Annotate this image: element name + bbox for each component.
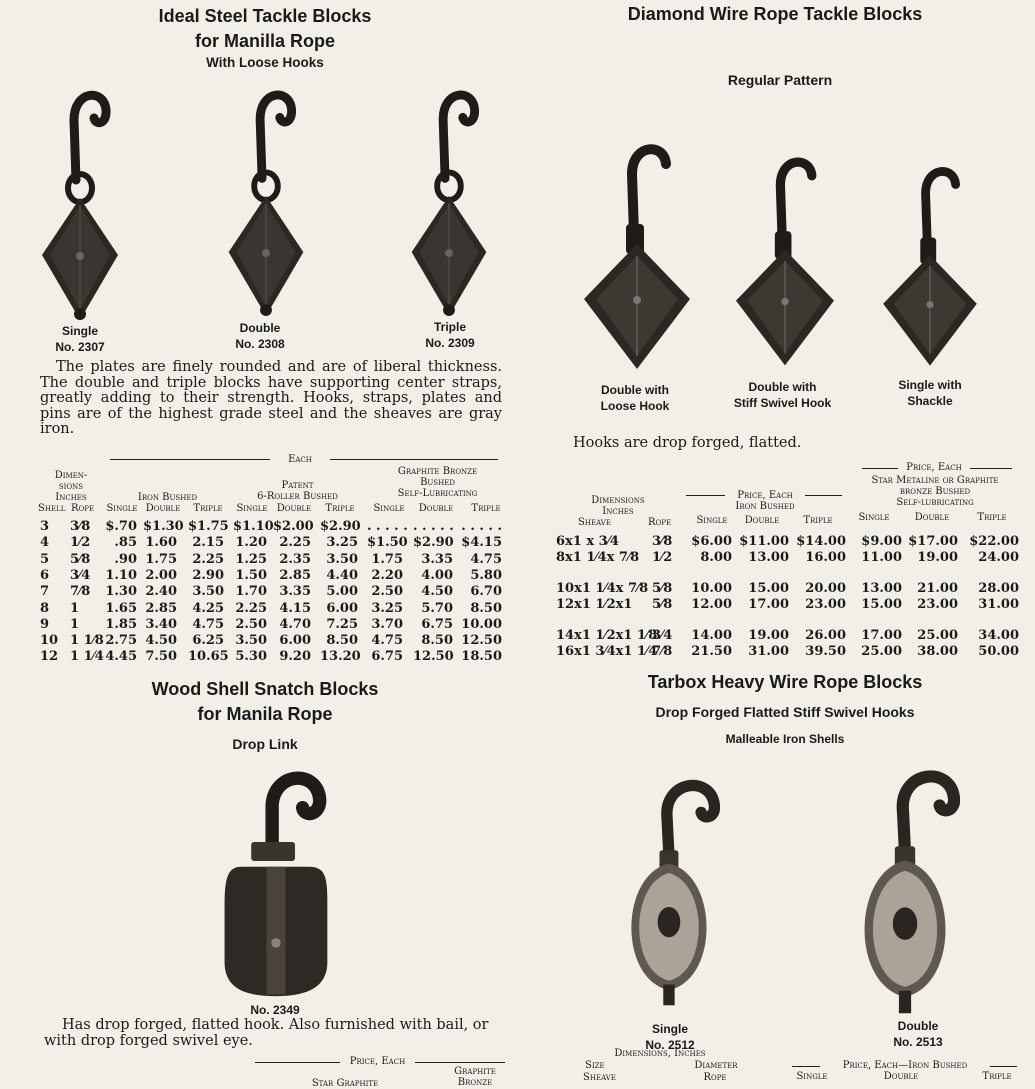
diamond-table-cell: 12x1 1⁄2x1 (556, 597, 633, 612)
ideal-table-cell: 2.50 (235, 616, 267, 632)
ideal-table-cell: $1.75 (188, 519, 229, 534)
ideal-table-cell: 2.25 (235, 600, 267, 616)
ideal-table-cell: 13.20 (320, 649, 361, 665)
ideal-table-cell: 7 (40, 584, 50, 600)
diamond-table-cell: $14.00 (796, 534, 846, 549)
diamond-subheader: Single (858, 512, 890, 523)
ideal-table-cell: 6.25 (192, 633, 224, 649)
diamond-subheader: Double (914, 512, 950, 523)
ideal-table-cell: 1.60 (145, 535, 177, 551)
ideal-table-cell: 7.50 (145, 649, 177, 665)
ideal-col-shell: Shell (38, 503, 66, 514)
ideal-subtitle: With Loose Hooks (206, 55, 324, 70)
ideal-subheader: Double (276, 503, 312, 514)
diamond-table-cell: 25.00 (861, 644, 902, 659)
diamond-table-cell: 10x1 1⁄4x 7⁄8 (556, 581, 649, 596)
ideal-table-cell: 1⁄2 (70, 535, 91, 551)
ideal-table-cell: $2.90 (413, 535, 454, 551)
ideal-table-cell: $1.50 (367, 535, 408, 551)
ideal-group-patent: Patent 6-Roller Bushed (257, 480, 338, 502)
diamond-table-cell: 26.00 (805, 628, 846, 643)
ideal-col-rope: Rope (71, 503, 95, 514)
diamond-table-cell: 1⁄2 (652, 550, 673, 565)
ideal-table-cell: 1.75 (145, 551, 177, 567)
ideal-table-cell: 1.50 (235, 567, 267, 583)
diamond-price-table (0, 526, 1035, 666)
ideal-table-cell: 4.45 (105, 649, 137, 665)
ideal-table-cell: 3.50 (235, 633, 267, 649)
ideal-table-cell: 5⁄8 (70, 551, 91, 567)
diamond-table-cell: 21.00 (917, 581, 958, 596)
tarbox-caption-double: Double No. 2513 (893, 1019, 943, 1049)
ideal-table-cell: 1.65 (105, 600, 137, 616)
diamond-table-cell: 10.00 (691, 581, 732, 596)
diamond-table-cell: 11.00 (861, 550, 902, 565)
ideal-table-cell: 1 (70, 616, 80, 632)
diamond-subheader: Triple (977, 512, 1007, 523)
diamond-dimensions-header: Dimensions Inches (591, 495, 645, 517)
diamond-table-cell: 3⁄4 (652, 628, 673, 643)
diamond-table-cell: 6x1 x 3⁄4 (556, 534, 619, 549)
tackle-caption-single: Single No. 2307 (55, 324, 105, 354)
diamond-table-cell: 14.00 (691, 628, 732, 643)
tarbox-caption-single: Single No. 2512 (645, 1022, 695, 1052)
tackle-caption-double: Double No. 2308 (235, 321, 285, 351)
diamond-table-cell: 13.00 (861, 581, 902, 596)
ideal-table-cell: 2.25 (192, 551, 224, 567)
diamond-table-cell: $9.00 (861, 534, 902, 549)
tarbox-sub-single: Single (796, 1071, 828, 1082)
diamond-table-cell: 5⁄8 (652, 581, 673, 596)
snatch-title-2: for Manila Rope (197, 704, 333, 724)
diamond-table-cell: 25.00 (917, 628, 958, 643)
ideal-description: The plates are finely rounded and are of liberal thickness. The double and triple blocks have supporting center straps, greatly adding to their strength. Hooks, straps, plates and pins are of the highest grade steel and the sheaves are gray iron. (40, 359, 502, 437)
ideal-each-label: Each (270, 454, 330, 465)
diamond-caption-shackle: Single with Shackle (898, 378, 962, 408)
ideal-table-cell: 3.35 (421, 551, 453, 567)
ideal-table-cell: 6.75 (371, 649, 403, 665)
snatch-block-image (220, 762, 330, 1000)
diamond-subheaders (0, 512, 1035, 526)
diamond-table-cell: 28.00 (978, 581, 1019, 596)
tarbox-sheave: Sheave (583, 1072, 616, 1083)
tarbox-sub-double: Double (883, 1071, 919, 1082)
tarbox-subtitle: Drop Forged Flatted Stiff Swivel Hooks (655, 704, 915, 720)
diamond-table-cell: 39.50 (805, 644, 846, 659)
diamond-table-cell: 31.00 (748, 644, 789, 659)
ideal-table-cell: 8.50 (470, 600, 502, 616)
snatch-subtitle: Drop Link (232, 736, 298, 752)
ideal-table-cell: 4.00 (421, 567, 453, 583)
ideal-table-cell: $4.15 (461, 535, 502, 551)
ideal-table-cell: 9.20 (279, 649, 311, 665)
ideal-table-cell: 3.50 (326, 551, 358, 567)
ideal-table-cell: 7⁄8 (70, 584, 91, 600)
diamond-table-cell: 21.50 (691, 644, 732, 659)
tarbox-diameter: Diameter (694, 1060, 738, 1071)
diamond-table-cell: 19.00 (748, 628, 789, 643)
ideal-table-cell: 1 1⁄8 (70, 633, 104, 649)
diamond-table-cell: 17.00 (861, 628, 902, 643)
ideal-dimensions-header: Dimen- sions Inches (54, 470, 88, 503)
diamond-subheader: Triple (803, 515, 833, 526)
tarbox-subsubtitle: Malleable Iron Shells (725, 732, 845, 746)
ideal-subheader: Double (145, 503, 181, 514)
ideal-table-cell: 2.50 (371, 584, 403, 600)
ideal-table-cell: 2.85 (279, 567, 311, 583)
ideal-table-cell: 1.30 (105, 584, 137, 600)
diamond-table-cell: 31.00 (978, 597, 1019, 612)
diamond-table-cell: 8x1 1⁄4x 7⁄8 (556, 550, 640, 565)
tackle-block-single-image (40, 80, 120, 320)
tarbox-sub-triple: Triple (982, 1071, 1012, 1082)
ideal-table-cell: 10 (40, 633, 59, 649)
diamond-price-each-iron: Price, Each Iron Bushed (725, 490, 805, 512)
diamond-table-cell: $6.00 (691, 534, 732, 549)
diamond-table-cell: $22.00 (969, 534, 1019, 549)
diamond-table-cell: 7⁄8 (652, 644, 673, 659)
diamond-table-cell: 5⁄8 (652, 597, 673, 612)
ideal-table-cell: 8.50 (421, 633, 453, 649)
diamond-table-cell: 23.00 (917, 597, 958, 612)
diamond-table-cell: 23.00 (805, 597, 846, 612)
ideal-table-cell: 10.65 (188, 649, 229, 665)
diamond-caption-loose: Double with Loose Hook (600, 383, 670, 413)
diamond-table-cell: 50.00 (978, 644, 1019, 659)
diamond-table-cell: 8.00 (700, 550, 732, 565)
diamond-table-cell: 12.00 (691, 597, 732, 612)
diamond-table-cell: 14x1 1⁄2x1 1⁄8 (556, 628, 658, 643)
snatch-price-each: Price, Each (340, 1056, 415, 1067)
diamond-table-cell: 16x1 3⁄4x1 1⁄4 (556, 644, 658, 659)
ideal-table-cell: 2.40 (145, 584, 177, 600)
ideal-table-cell: 12.50 (413, 649, 454, 665)
tarbox-price-line: Price, Each—Iron Bushed (820, 1060, 990, 1071)
ideal-table-cell: 2.85 (145, 600, 177, 616)
ideal-table-cell: 4.75 (192, 616, 224, 632)
ideal-subheader: Single (106, 503, 138, 514)
ideal-table-cell: 4.50 (421, 584, 453, 600)
diamond-table-cell: 24.00 (978, 550, 1019, 565)
ideal-table-cell: 7.25 (326, 616, 358, 632)
ideal-table-cell: .85 (114, 535, 137, 551)
ideal-table-cell: 4.25 (192, 600, 224, 616)
ideal-table-cell: 10.00 (461, 616, 502, 632)
diamond-col-sheave: Sheave (578, 517, 611, 528)
tarbox-title: Tarbox Heavy Wire Rope Blocks (647, 672, 923, 692)
tarbox-size: Size (585, 1060, 605, 1071)
ideal-table-cell: 5.80 (470, 567, 502, 583)
ideal-table-cell: $.70 (105, 519, 137, 534)
ideal-table-cell: 12.50 (461, 633, 502, 649)
diamond-table-cell: 34.00 (978, 628, 1019, 643)
ideal-table-cell: 3.50 (192, 584, 224, 600)
diamond-caption-swivel: Double with Stiff Swivel Hook (733, 380, 832, 410)
tarbox-block-single-image (616, 758, 720, 1020)
diamond-subheader: Single (696, 515, 728, 526)
ideal-table-cell: 1.20 (235, 535, 267, 551)
diamond-subheader: Double (744, 515, 780, 526)
diamond-table-cell: 38.00 (917, 644, 958, 659)
diamond-block-loose-hook-image (582, 132, 692, 376)
tarbox-block-double-image (848, 760, 960, 1016)
ideal-table-cell: 5.00 (326, 584, 358, 600)
ideal-table-cell: 3.25 (371, 600, 403, 616)
ideal-table-cell: 1 (70, 600, 80, 616)
ideal-table-cell: $2.90 (320, 519, 361, 534)
ideal-table-cell: 6 (40, 567, 50, 583)
diamond-table-cell: 15.00 (748, 581, 789, 596)
ideal-table-cell: 1.70 (235, 584, 267, 600)
diamond-title: Diamond Wire Rope Tackle Blocks (627, 4, 923, 24)
ideal-table-cell: 5 (40, 551, 50, 567)
ideal-table-cell: 18.50 (461, 649, 502, 665)
ideal-subheader: Single (373, 503, 405, 514)
ideal-table-cell: 4.40 (326, 567, 358, 583)
diamond-table-cell: 16.00 (805, 550, 846, 565)
ideal-table-cell: 2.20 (371, 567, 403, 583)
ideal-table-cell: 6.00 (279, 633, 311, 649)
ideal-table-cell: 3.40 (145, 616, 177, 632)
ideal-table-cell: 3.25 (326, 535, 358, 551)
ideal-table-cell: $1.10 (233, 519, 274, 534)
diamond-note: Hooks are drop forged, flatted. (573, 435, 802, 451)
ideal-table-cell: 3.35 (279, 584, 311, 600)
diamond-table-cell: 20.00 (805, 581, 846, 596)
ideal-table-cell: 4.70 (279, 616, 311, 632)
ideal-table-cell: 3⁄4 (70, 567, 91, 583)
ideal-table-cell: . . . . . (367, 519, 408, 534)
ideal-table-cell: . . . . . (461, 519, 502, 534)
ideal-table-cell: 4.75 (371, 633, 403, 649)
diamond-table-cell: 17.00 (748, 597, 789, 612)
ideal-table-cell: 3 (40, 519, 50, 534)
ideal-table-cell: 5.70 (421, 600, 453, 616)
ideal-table-cell: 3.70 (371, 616, 403, 632)
ideal-table-cell: 1 1⁄4 (70, 649, 104, 665)
ideal-table-cell: 6.75 (421, 616, 453, 632)
diamond-table-cell: 19.00 (917, 550, 958, 565)
ideal-table-cell: 5.30 (235, 649, 267, 665)
diamond-subtitle: Regular Pattern (727, 72, 833, 88)
snatch-star-graphite: Star Graphite (311, 1078, 379, 1089)
ideal-table-cell: 3⁄8 (70, 519, 91, 534)
ideal-subheader: Double (418, 503, 454, 514)
diamond-table-cell: $11.00 (739, 534, 789, 549)
ideal-table-cell: 1.10 (105, 567, 137, 583)
diamond-block-shackle-image (875, 158, 985, 370)
ideal-table-cell: 1.25 (235, 551, 267, 567)
tackle-block-double-image (225, 80, 307, 316)
snatch-title: Wood Shell Snatch Blocks (151, 679, 379, 699)
diamond-table-cell: 3⁄8 (652, 534, 673, 549)
diamond-star-group: Star Metaline or Graphite bronze Bushed Self-lubricating (871, 475, 999, 508)
ideal-table-cell: 6.00 (326, 600, 358, 616)
ideal-subheader: Triple (471, 503, 501, 514)
ideal-table-cell: 2.75 (105, 633, 137, 649)
ideal-table-cell: 2.90 (192, 567, 224, 583)
snatch-description: Has drop forged, flatted hook. Also furnished with bail, or with drop forged swivel eye. (44, 1017, 489, 1049)
ideal-table-cell: 4.75 (470, 551, 502, 567)
tarbox-dimensions: Dimensions, Inches (614, 1048, 706, 1059)
diamond-table-cell: 15.00 (861, 597, 902, 612)
ideal-table-cell: 2.25 (279, 535, 311, 551)
ideal-table-cell: 1.75 (371, 551, 403, 567)
ideal-table-cell: 8 (40, 600, 50, 616)
ideal-group-iron: Iron Bushed (137, 492, 198, 503)
diamond-table-cell: $17.00 (908, 534, 958, 549)
diamond-table-cell: 13.00 (748, 550, 789, 565)
tarbox-rope: Rope (703, 1072, 727, 1083)
diamond-block-swivel-hook-image (732, 148, 838, 370)
ideal-table-cell: 4 (40, 535, 50, 551)
ideal-table-cell: 4.50 (145, 633, 177, 649)
ideal-table-cell: $1.30 (143, 519, 184, 534)
ideal-table-cell: 1.85 (105, 616, 137, 632)
ideal-table-cell: . . . . . (413, 519, 454, 534)
ideal-table-cell: .90 (114, 551, 137, 567)
ideal-subheader: Triple (325, 503, 355, 514)
ideal-table-cell: 8.50 (326, 633, 358, 649)
ideal-title-2: for Manilla Rope (194, 31, 335, 51)
ideal-table-cell: 2.15 (192, 535, 224, 551)
snatch-graphite-bronze: Graphite Bronze (454, 1066, 496, 1088)
ideal-group-graphite: Graphite Bronze Bushed Self-Lubricating (397, 466, 478, 499)
tackle-block-triple-image (402, 80, 496, 316)
ideal-table-cell: 9 (40, 616, 50, 632)
snatch-caption: No. 2349 (250, 1003, 300, 1017)
tackle-caption-triple: Triple No. 2309 (425, 320, 475, 350)
ideal-table-cell: $2.00 (273, 519, 314, 534)
ideal-subheader: Triple (193, 503, 223, 514)
ideal-table-cell: 2.35 (279, 551, 311, 567)
ideal-title: Ideal Steel Tackle Blocks (158, 6, 372, 26)
ideal-table-cell: 12 (40, 649, 59, 665)
ideal-table-cell: 2.00 (145, 567, 177, 583)
ideal-table-cell: 4.15 (279, 600, 311, 616)
diamond-price-each-star: Price, Each (898, 462, 970, 473)
ideal-table-cell: 6.70 (470, 584, 502, 600)
ideal-subheader: Single (236, 503, 268, 514)
diamond-col-rope: Rope (648, 517, 672, 528)
